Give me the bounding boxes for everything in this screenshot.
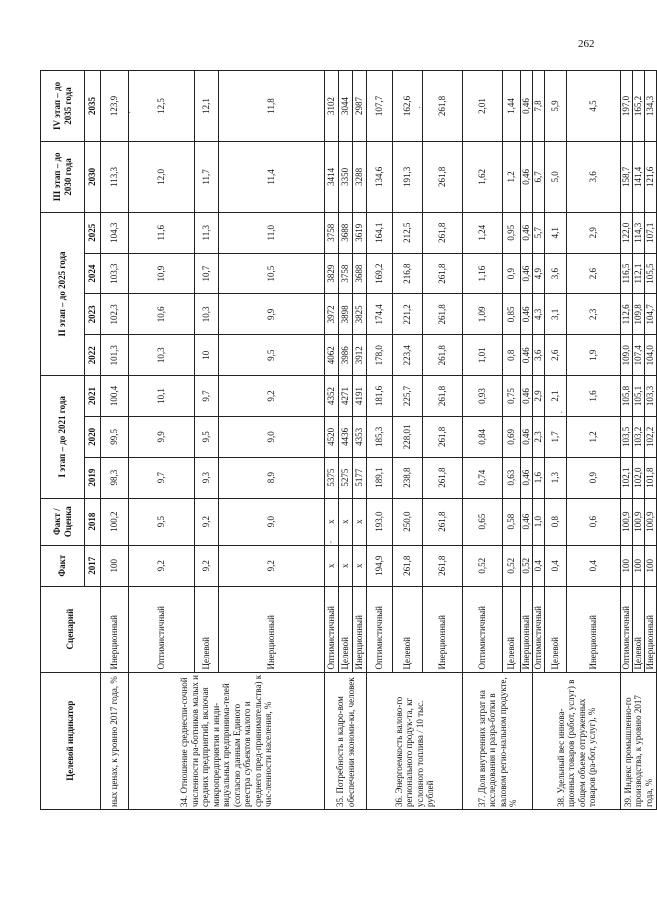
value-cell: 3,6 [533,335,545,376]
header-stage-1: I этап – до 2021 года [41,376,85,498]
value-cell: 100,2 [101,498,129,545]
value-cell: 0,46 [521,294,533,335]
value-cell: 112,6 [621,294,633,335]
value-cell: 2,01 [463,71,503,142]
value-cell: 10 [195,335,219,376]
indicator-name: 34. Отношение среднеспи-сочной численности ра-ботников малых и средних предприятий, включая микропредприятия и инди-видуальных предпринима-телей (согласно данным Единого реестра субъектов малого и среднего пред-принимательства) к чис-ленности населения, % [129,672,325,809]
value-cell: 102,2 [645,416,657,457]
scan-speck: · [418,103,422,114]
value-cell: 100 [645,545,657,586]
scenario-cell: Инерционный [423,586,463,672]
value-cell: 103,2 [633,416,645,457]
value-cell: 12,0 [129,141,195,212]
value-cell: 2,9 [567,212,621,253]
scan-speck: · [560,408,564,419]
value-cell: 2,3 [533,416,545,457]
value-cell: 4436 [339,416,353,457]
value-cell: 0,52 [503,545,521,586]
value-cell: 3414 [325,141,339,212]
table-row [463,71,503,810]
value-cell: 8,9 [219,457,325,498]
value-cell: 3829 [325,253,339,294]
value-cell: 4062 [325,335,339,376]
value-cell: 3044 [339,71,353,142]
indicator-name: 35. Потребность в кадро-вом обеспечении экономи-ки, человек [325,672,367,809]
value-cell: 11,8 [219,71,325,142]
value-cell: 121,6 [645,141,657,212]
value-cell: 10,3 [195,294,219,335]
header-fact-estimate: Факт / Оценка [41,498,85,545]
scenario-cell: Целевой [195,586,219,672]
value-cell: 0,46 [521,416,533,457]
value-cell: 104,3 [101,212,129,253]
value-cell: 104,7 [645,294,657,335]
value-cell: 100 [633,545,645,586]
value-cell: 0,46 [521,376,533,417]
value-cell: 100,9 [633,498,645,545]
value-cell: 6,7 [533,141,545,212]
value-cell: 181,6 [367,376,393,417]
value-cell: 0,52 [463,545,503,586]
value-cell: 98,3 [101,457,129,498]
scenario-cell: Целевой [545,586,567,672]
value-cell: 0,6 [567,498,621,545]
scenario-cell: Инерционный [645,586,657,672]
value-cell: 3,6 [567,141,621,212]
value-cell: 3688 [339,212,353,253]
scenario-cell: Инерционный [521,586,533,672]
indicator-name: 38. Удельный вес иннова-ционных товаров (работ, услуг) в общем объеме отгруженных товаров (ра-бот, услуг), % [533,672,621,809]
value-cell: 100 [621,545,633,586]
value-cell: 3288 [353,141,367,212]
value-cell: 250,0 [393,498,423,545]
table-row [367,71,393,810]
value-cell: 1,6 [567,376,621,417]
value-cell: 261,8 [423,457,463,498]
value-cell: 4,3 [533,294,545,335]
value-cell: 9,2 [129,545,195,586]
value-cell: 134,6 [367,141,393,212]
value-cell: x [353,498,367,545]
value-cell: 261,8 [423,498,463,545]
value-cell: 0,9 [503,253,521,294]
header-fact: Факт [41,545,85,586]
value-cell: 228,01 [393,416,423,457]
table-body [101,71,657,810]
value-cell: 3688 [353,253,367,294]
value-cell: 10,3 [129,335,195,376]
header-year: 2020 [85,416,101,457]
scan-speck: ' [330,540,332,551]
value-cell: 104,0 [645,335,657,376]
value-cell: 191,3 [393,141,423,212]
value-cell: 0,8 [545,498,567,545]
value-cell: 0,69 [503,416,521,457]
value-cell: 4191 [353,376,367,417]
value-cell: 0,4 [533,545,545,586]
value-cell: 9,0 [219,416,325,457]
value-cell: 1,9 [567,335,621,376]
header-year: 2017 [85,545,101,586]
value-cell: 225,7 [393,376,423,417]
value-cell: x [325,545,339,586]
value-cell: 100,9 [621,498,633,545]
value-cell: 109,8 [633,294,645,335]
value-cell: 162,6 [393,71,423,142]
value-cell: 12,5 [129,71,195,142]
value-cell: 102,0 [633,457,645,498]
value-cell: 122,0 [621,212,633,253]
value-cell: 0,9 [567,457,621,498]
value-cell: 10,7 [195,253,219,294]
value-cell: 3758 [339,253,353,294]
header-year: 2022 [85,335,101,376]
value-cell: 9,3 [195,457,219,498]
value-cell: 9,5 [195,416,219,457]
value-cell: 11,3 [195,212,219,253]
scenario-cell: Оптимистичный [533,586,545,672]
value-cell: 9,9 [219,294,325,335]
value-cell: 116,5 [621,253,633,294]
scenario-cell: Целевой [503,586,521,672]
value-cell: 0,8 [503,335,521,376]
header-year: 2018 [85,498,101,545]
value-cell: 9,2 [195,498,219,545]
value-cell: 0,63 [503,457,521,498]
value-cell: 0,93 [463,376,503,417]
page-number: 262 [578,38,595,50]
header-year: 2023 [85,294,101,335]
value-cell: 5,0 [545,141,567,212]
scenario-cell: Инерционный [567,586,621,672]
value-cell: 113,3 [101,141,129,212]
value-cell: 112,1 [633,253,645,294]
value-cell: 11,6 [129,212,195,253]
value-cell: 0,46 [521,457,533,498]
value-cell: 101,3 [101,335,129,376]
value-cell: 0,84 [463,416,503,457]
value-cell: x [339,545,353,586]
value-cell: 99,5 [101,416,129,457]
value-cell: 261,8 [393,545,423,586]
value-cell: 197,0 [621,71,633,142]
value-cell: 4271 [339,376,353,417]
value-cell: 1,44 [503,71,521,142]
value-cell: 9,2 [195,545,219,586]
value-cell: 11,4 [219,141,325,212]
value-cell: 100,4 [101,376,129,417]
scenario-cell: Оптимистичный [325,586,339,672]
value-cell: 7,8 [533,71,545,142]
scenario-cell: Оптимистичный [463,586,503,672]
value-cell: 0,4 [545,545,567,586]
header-stage-3: III этап – до 2030 года [41,141,85,212]
value-cell: 5177 [353,457,367,498]
header-year: 2019 [85,457,101,498]
value-cell: 261,8 [423,253,463,294]
value-cell: 1,7 [545,416,567,457]
header-scenario: Сценарий [41,586,101,672]
value-cell: 0,65 [463,498,503,545]
value-cell: 9,9 [129,416,195,457]
value-cell: 12,1 [195,71,219,142]
table-row [325,71,339,810]
scenario-cell: Оптимистичный [129,586,195,672]
value-cell: 0,74 [463,457,503,498]
table-row [533,71,545,810]
value-cell: 3986 [339,335,353,376]
scenario-cell: Инерционный [101,586,129,672]
header-year: 2025 [85,212,101,253]
value-cell: 261,8 [423,335,463,376]
header-year: 2024 [85,253,101,294]
value-cell: 4352 [325,376,339,417]
value-cell: 261,8 [423,545,463,586]
value-cell: 10,9 [129,253,195,294]
value-cell: 141,4 [633,141,645,212]
value-cell: 1,24 [463,212,503,253]
value-cell: 1,2 [567,416,621,457]
header-year: 2030 [85,141,101,212]
value-cell: 10,1 [129,376,195,417]
value-cell: x [353,545,367,586]
value-cell: 3619 [353,212,367,253]
value-cell: 1,16 [463,253,503,294]
value-cell: 2,9 [533,376,545,417]
header-year: 2035 [85,71,101,142]
value-cell: 0,85 [503,294,521,335]
value-cell: 0,46 [521,141,533,212]
value-cell: 10,6 [129,294,195,335]
value-cell: 11,0 [219,212,325,253]
value-cell: 2,3 [567,294,621,335]
value-cell: 9,5 [129,498,195,545]
value-cell: 158,7 [621,141,633,212]
scenario-cell: Оптимистичный [367,586,393,672]
value-cell: 2,6 [567,253,621,294]
value-cell: 9,7 [129,457,195,498]
value-cell: 101,8 [645,457,657,498]
value-cell: 169,2 [367,253,393,294]
value-cell: 2987 [353,71,367,142]
value-cell: 1,0 [533,498,545,545]
value-cell: 189,1 [367,457,393,498]
table-row [101,71,129,810]
value-cell: 102,1 [621,457,633,498]
value-cell: 107,1 [645,212,657,253]
value-cell: 261,8 [423,141,463,212]
scenario-cell: Целевой [393,586,423,672]
indicator-name: 37. Доля внутренних затрат на исследования и разра-ботки в валовом регио-нальном продукте, % [463,672,533,809]
value-cell: 134,3 [645,71,657,142]
value-cell: 1,2 [503,141,521,212]
header-stage-2: II этап – до 2025 года [41,212,85,375]
value-cell: 3898 [339,294,353,335]
scan-speck: · [128,108,132,119]
value-cell: 0,75 [503,376,521,417]
value-cell: 0,46 [521,335,533,376]
rotated-table-container [40,70,656,810]
value-cell: 3825 [353,294,367,335]
value-cell: 212,5 [393,212,423,253]
value-cell: 1,6 [533,457,545,498]
value-cell: 4,1 [545,212,567,253]
indicator-name: 36. Энергоемкость валово-го регионального продук-та, кг условного топлива / 10 тыс. рублей [367,672,463,809]
value-cell: 123,9 [101,71,129,142]
value-cell: 4353 [353,416,367,457]
value-cell: 2,1 [545,376,567,417]
indicator-name: ных ценах, к уровню 2017 года, % [101,672,129,809]
value-cell: 165,2 [633,71,645,142]
header-stage-4: IV этап – до 2035 года [41,71,85,142]
header-indicator: Целевой индикатор [41,672,101,809]
value-cell: 1,62 [463,141,503,212]
table-row [621,71,633,810]
value-cell: 114,3 [633,212,645,253]
value-cell: 103,3 [645,376,657,417]
value-cell: 11,7 [195,141,219,212]
value-cell: 261,8 [423,294,463,335]
value-cell: 5375 [325,457,339,498]
value-cell: 102,3 [101,294,129,335]
value-cell: 1,3 [545,457,567,498]
value-cell: 0,46 [521,212,533,253]
value-cell: 103,5 [621,416,633,457]
value-cell: 0,4 [567,545,621,586]
value-cell: 261,8 [423,71,463,142]
value-cell: 178,0 [367,335,393,376]
indicator-name: 39. Индекс промышленно-го производства, к уровню 2017 года, % [621,672,657,809]
table-row [129,71,195,810]
value-cell: 1,09 [463,294,503,335]
value-cell: 0,58 [503,498,521,545]
value-cell: 10,5 [219,253,325,294]
value-cell: 261,8 [423,376,463,417]
value-cell: 109,0 [621,335,633,376]
value-cell: 5,9 [545,71,567,142]
scenario-cell: Целевой [633,586,645,672]
value-cell: 3,1 [545,294,567,335]
value-cell: 4520 [325,416,339,457]
value-cell: 107,7 [367,71,393,142]
value-cell: 0,52 [521,545,533,586]
value-cell: 9,5 [219,335,325,376]
value-cell: 9,7 [195,376,219,417]
scenario-cell: Целевой [339,586,353,672]
scenario-cell: Инерционный [219,586,325,672]
value-cell: 4,9 [533,253,545,294]
value-cell: 1,01 [463,335,503,376]
value-cell: x [339,498,353,545]
value-cell: 100 [101,545,129,586]
value-cell: 193,0 [367,498,393,545]
value-cell: 0,95 [503,212,521,253]
value-cell: 103,3 [101,253,129,294]
value-cell: 0,46 [521,253,533,294]
indicators-table [40,70,657,810]
value-cell: 4,5 [567,71,621,142]
value-cell: 5,7 [533,212,545,253]
value-cell: 194,9 [367,545,393,586]
value-cell: 223,4 [393,335,423,376]
value-cell: 105,5 [645,253,657,294]
value-cell: 105,8 [621,376,633,417]
value-cell: 3102 [325,71,339,142]
header-year: 2021 [85,376,101,417]
scenario-cell: Оптимистичный [621,586,633,672]
scenario-cell: Инерционный [353,586,367,672]
value-cell: 9,0 [219,498,325,545]
value-cell: 9,2 [219,545,325,586]
value-cell: 100,9 [645,498,657,545]
value-cell: 164,1 [367,212,393,253]
value-cell: 3,6 [545,253,567,294]
value-cell: x [325,498,339,545]
value-cell: 221,2 [393,294,423,335]
value-cell: 0,46 [521,498,533,545]
value-cell: 5275 [339,457,353,498]
value-cell: 174,4 [367,294,393,335]
value-cell: 3912 [353,335,367,376]
value-cell: 2,6 [545,335,567,376]
value-cell: 216,8 [393,253,423,294]
value-cell: 3758 [325,212,339,253]
value-cell: 105,1 [633,376,645,417]
value-cell: 107,4 [633,335,645,376]
value-cell: 0,46 [521,71,533,142]
value-cell: 261,8 [423,416,463,457]
value-cell: 3972 [325,294,339,335]
value-cell: 3350 [339,141,353,212]
value-cell: 238,8 [393,457,423,498]
value-cell: 185,3 [367,416,393,457]
value-cell: 9,2 [219,376,325,417]
value-cell: 261,8 [423,212,463,253]
